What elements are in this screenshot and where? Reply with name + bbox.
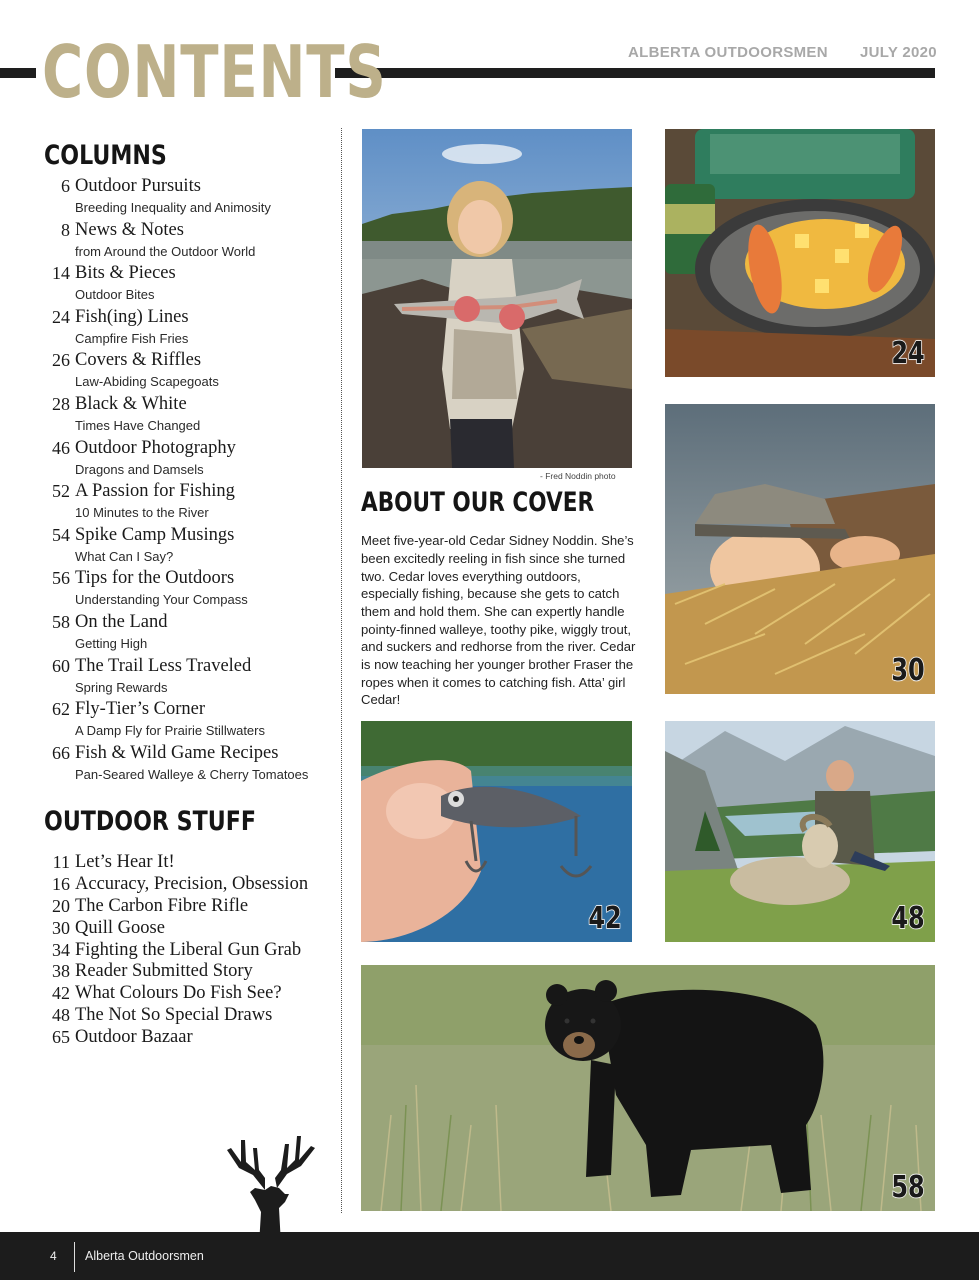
masthead-issue-date: JULY 2020 (860, 44, 937, 61)
photo-page-number: 24 (891, 336, 925, 371)
black-bear-photo[interactable] (361, 965, 935, 1211)
toc-subtitle: Times Have Changed (75, 417, 201, 433)
toc-page-number: 14 (52, 263, 70, 284)
toc-title: What Colours Do Fish See? (75, 983, 282, 1004)
toc-entry[interactable] (44, 918, 334, 940)
toc-page-number: 16 (52, 873, 70, 894)
toc-title: Outdoor Pursuits (75, 176, 201, 196)
footer-publication: Alberta Outdoorsmen (85, 1249, 204, 1263)
toc-title: Tips for the Outdoors (75, 568, 235, 589)
toc-title: Fly-Tier’s Corner (75, 699, 206, 720)
toc-title: Let’s Hear It! (75, 852, 175, 872)
fishing-lure-photo[interactable] (361, 721, 632, 942)
toc-page-number: 34 (52, 939, 70, 960)
toc-entry[interactable] (44, 263, 334, 307)
toc-subtitle: A Damp Fly for Prairie Stillwaters (75, 723, 265, 739)
toc-title: Accuracy, Precision, Obsession (75, 873, 309, 894)
toc-subtitle: Campfire Fish Fries (75, 330, 189, 346)
masthead-publication: ALBERTA OUTDOORSMEN (628, 44, 828, 61)
outdoor-stuff-heading: OUTDOOR STUFF (44, 806, 256, 837)
toc-page-number: 52 (52, 481, 70, 502)
footer-page-number: 4 (50, 1249, 57, 1263)
toc-title: Black & White (75, 393, 187, 414)
toc-subtitle: Pan-Seared Walleye & Cherry Tomatoes (75, 766, 309, 782)
toc-entry[interactable] (44, 961, 334, 983)
toc-page-number: 60 (52, 655, 70, 676)
toc-subtitle: Getting High (75, 635, 148, 651)
toc-page-number: 62 (52, 699, 70, 720)
toc-subtitle: 10 Minutes to the River (75, 505, 209, 521)
toc-entry[interactable] (44, 438, 334, 482)
toc-title: Outdoor Photography (75, 437, 236, 458)
toc-title: Quill Goose (75, 917, 165, 938)
cover-photo (362, 129, 632, 468)
toc-entry[interactable] (44, 525, 334, 569)
toc-page-number: 65 (52, 1027, 70, 1048)
toc-entry[interactable] (44, 940, 334, 962)
toc-entry[interactable] (44, 874, 334, 896)
column-divider (341, 128, 342, 1213)
about-cover-heading: ABOUT OUR COVER (361, 487, 595, 518)
toc-page-number: 54 (52, 524, 70, 545)
toc-page-number: 26 (52, 350, 70, 371)
page-title: CONTENTS (42, 30, 387, 114)
toc-title: Covers & Riffles (75, 350, 202, 371)
toc-page-number: 11 (52, 852, 70, 872)
toc-entry[interactable] (44, 220, 334, 264)
toc-page-number: 28 (52, 393, 70, 414)
toc-title: Outdoor Bazaar (75, 1027, 193, 1048)
toc-title: Fish(ing) Lines (75, 306, 189, 327)
toc-title: The Not So Special Draws (75, 1005, 273, 1026)
header-rule-left (0, 68, 36, 78)
toc-subtitle: Breeding Inequality and Animosity (75, 200, 271, 215)
toc-entry[interactable] (44, 896, 334, 918)
toc-subtitle: Outdoor Bites (75, 287, 155, 303)
toc-subtitle: from Around the Outdoor World (75, 243, 256, 259)
footer-divider (74, 1242, 75, 1272)
toc-page-number: 30 (52, 917, 70, 938)
toc-title: The Carbon Fibre Rifle (75, 895, 249, 916)
toc-entry[interactable] (44, 656, 334, 700)
toc-page-number: 56 (52, 568, 70, 589)
toc-entry[interactable] (44, 394, 334, 438)
toc-subtitle: What Can I Say? (75, 548, 174, 564)
toc-page-number: 42 (52, 983, 70, 1004)
toc-subtitle: Dragons and Damsels (75, 461, 204, 477)
toc-title: The Trail Less Traveled (75, 655, 252, 676)
toc-entry[interactable] (44, 612, 334, 656)
toc-title: Spike Camp Musings (75, 524, 235, 545)
outdoor-stuff-list (44, 852, 334, 1049)
toc-subtitle: Law-Abiding Scapegoats (75, 374, 219, 390)
toc-entry[interactable] (44, 699, 334, 743)
photo-page-number: 48 (891, 901, 925, 936)
toc-entry[interactable] (44, 307, 334, 351)
toc-entry[interactable] (44, 350, 334, 394)
toc-page-number: 20 (52, 895, 70, 916)
toc-page-number: 6 (61, 176, 70, 196)
toc-title: Fish & Wild Game Recipes (75, 742, 279, 763)
toc-entry[interactable] (44, 852, 334, 874)
toc-page-number: 48 (52, 1005, 70, 1026)
toc-title: Reader Submitted Story (75, 961, 253, 982)
photo-page-number: 30 (891, 653, 925, 688)
toc-entry[interactable] (44, 481, 334, 525)
columns-list (44, 176, 334, 786)
toc-title: Fighting the Liberal Gun Grab (75, 939, 302, 960)
toc-entry[interactable] (44, 176, 334, 220)
goose-hunter-photo[interactable] (665, 404, 935, 694)
toc-entry[interactable] (44, 568, 334, 612)
bighorn-sheep-photo[interactable] (665, 721, 935, 942)
photo-page-number: 58 (891, 1170, 925, 1205)
toc-title: On the Land (75, 611, 168, 632)
photo-page-number: 42 (588, 901, 622, 936)
photo-credit: - Fred Noddin photo (540, 471, 616, 481)
toc-entry[interactable] (44, 1027, 334, 1049)
toc-page-number: 8 (61, 219, 70, 240)
page-footer (0, 1232, 979, 1280)
header-rule-right (335, 68, 935, 78)
toc-title: Bits & Pieces (75, 263, 176, 284)
about-cover-body: Meet five-year-old Cedar Sidney Noddin. She’s been excitedly reeling in fish since she turned two. Cedar loves everything outdoors, especially fishing, because she gets to catch them and hold them. She can expertly handle pointy-finned walleye, toothy pike, wiggly trout, and suckers and redhorse from the river. Cedar is now teaching her younger brother Fraser the ropes when it comes to catching fish. Atta’ girl Cedar! (361, 533, 636, 708)
toc-title: News & Notes (75, 219, 184, 240)
toc-page-number: 38 (52, 961, 70, 982)
toc-page-number: 66 (52, 742, 70, 763)
toc-page-number: 58 (52, 611, 70, 632)
columns-heading: COLUMNS (44, 140, 167, 171)
toc-subtitle: Spring Rewards (75, 679, 168, 695)
deer-silhouette-icon (215, 1120, 325, 1245)
toc-title: A Passion for Fishing (75, 481, 235, 502)
fish-fry-photo[interactable] (665, 129, 935, 377)
toc-subtitle: Understanding Your Compass (75, 592, 248, 608)
toc-entry[interactable] (44, 983, 334, 1005)
toc-entry[interactable] (44, 1005, 334, 1027)
toc-entry[interactable] (44, 743, 334, 787)
toc-page-number: 46 (52, 437, 70, 458)
toc-page-number: 24 (52, 306, 70, 327)
